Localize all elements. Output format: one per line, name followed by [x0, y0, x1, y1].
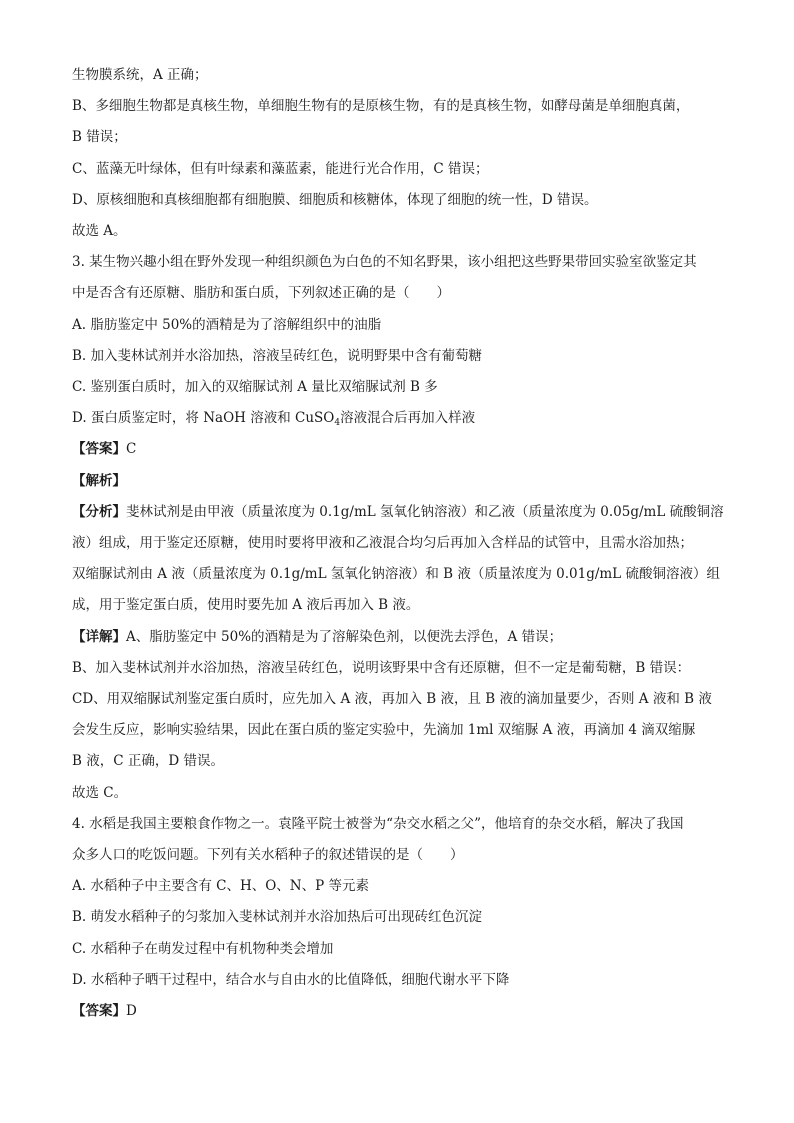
text-line: C、蓝藻无叶绿体，但有叶绿素和藻蓝素，能进行光合作用，C 错误； — [72, 160, 489, 177]
question-3-analysis — [72, 466, 722, 497]
question-4-option-d: D. 水稻种子晒干过程中，结合水与自由水的比值降低，细胞代谢水平下降 — [72, 971, 510, 988]
xiangjie-line — [72, 622, 722, 653]
answer-tag: 【答案】 — [72, 441, 126, 458]
text-line: B、多细胞生物都是真核生物，单细胞生物有的是原核生物，有的是真核生物，如酵母菌是单细胞真菌， — [72, 98, 690, 115]
text-line: 液）组成，用于鉴定还原糖，使用时要将甲液和乙液混合均匀后再加入含样品的试管中，且需水浴加热； — [72, 535, 693, 552]
question-3-option-a: A. 脂肪鉴定中 50%的酒精是为了溶解组织中的油脂 — [72, 316, 382, 333]
question-4-option-a: A. 水稻种子中主要含有 C、H、O、N、P 等元素 — [72, 878, 369, 895]
text-line: 会发生反应，影响实验结果，因此在蛋白质的鉴定实验中，先滴加 1ml 双缩脲 A 液，再滴加 4 滴双缩脲 — [72, 722, 696, 739]
text-line: 双缩脲试剂由 A 液（质量浓度为 0.1g/mL 氢氧化钠溶液）和 B 液（质量浓度为 0.01g/mL 硫酸铜溶液）组 — [72, 566, 720, 583]
option-d-text: D. 蛋白质鉴定时，将 NaOH 溶液和 CuSO — [72, 410, 335, 427]
fenxi-line — [72, 497, 722, 528]
question-3-option-d — [72, 403, 722, 434]
text-line: CD、用双缩脲试剂鉴定蛋白质时，应先加入 A 液，再加入 B 液，且 B 液的滴加量要少，否则 A 液和 B 液 — [72, 691, 712, 708]
text-line: 故选 A。 — [72, 223, 127, 240]
question-3-answer — [72, 434, 722, 465]
question-3-stem: 3. 某生物兴趣小组在野外发现一种组织颜色为白色的不知名野果，该小组把这些野果带回实验室欲鉴定其 — [72, 254, 697, 271]
question-3-option-b: B. 加入斐林试剂并水浴加热，溶液呈砖红色，说明野果中含有葡萄糖 — [72, 347, 483, 364]
question-4-answer — [72, 996, 722, 1027]
text-line: 生物膜系统，A 正确； — [72, 67, 208, 83]
subscript: 4 — [334, 418, 341, 429]
xiangjie-text: A、脂肪鉴定中 50%的酒精是为了溶解染色剂，以便洗去浮色，A 错误； — [126, 628, 563, 645]
text-line: 故选 C。 — [72, 784, 128, 801]
question-4-stem: 众多人口的吃饭问题。下列有关水稻种子的叙述错误的是（ ） — [72, 847, 464, 864]
option-d-text: 溶液混合后再加入样液 — [340, 410, 476, 427]
analysis-tag: 【解析】 — [72, 472, 126, 489]
question-4-stem: 4. 水稻是我国主要粮食作物之一。袁隆平院士被誉为“杂交水稻之父”，他培育的杂交水稻，解决了我国 — [72, 815, 684, 832]
answer-value: D — [126, 1003, 137, 1020]
question-4-option-c: C. 水稻种子在萌发过程中有机物种类会增加 — [72, 940, 334, 957]
text-line: B 液，C 正确，D 错误。 — [72, 753, 224, 770]
fenxi-text: 斐林试剂是由甲液（质量浓度为 0.1g/mL 氢氧化钠溶液）和乙液（质量浓度为 0.05g/mL 硫酸铜溶 — [126, 503, 724, 520]
question-3-stem: 中是否含有还原糖、脂肪和蛋白质，下列叙述正确的是（ ） — [72, 285, 450, 302]
question-4-option-b: B. 萌发水稻种子的匀浆加入斐林试剂并水浴加热后可出现砖红色沉淀 — [72, 909, 483, 926]
text-line: B 错误； — [72, 129, 127, 146]
answer-tag: 【答案】 — [72, 1003, 126, 1020]
text-line: D、原核细胞和真核细胞都有细胞膜、细胞质和核糖体，体现了细胞的统一性，D 错误。 — [72, 191, 598, 208]
answer-value: C — [126, 441, 137, 458]
question-3-option-c: C. 鉴别蛋白质时，加入的双缩脲试剂 A 量比双缩脲试剂 B 多 — [72, 379, 438, 396]
xiangjie-tag: 【详解】 — [72, 628, 126, 645]
text-line: B、加入斐林试剂并水浴加热，溶液呈砖红色，说明该野果中含有还原糖，但不一定是葡萄糖，B 错误： — [72, 659, 691, 676]
text-line: 成，用于鉴定蛋白质，使用时要先加 A 液后再加入 B 液。 — [72, 597, 420, 614]
fenxi-tag: 【分析】 — [72, 503, 126, 520]
